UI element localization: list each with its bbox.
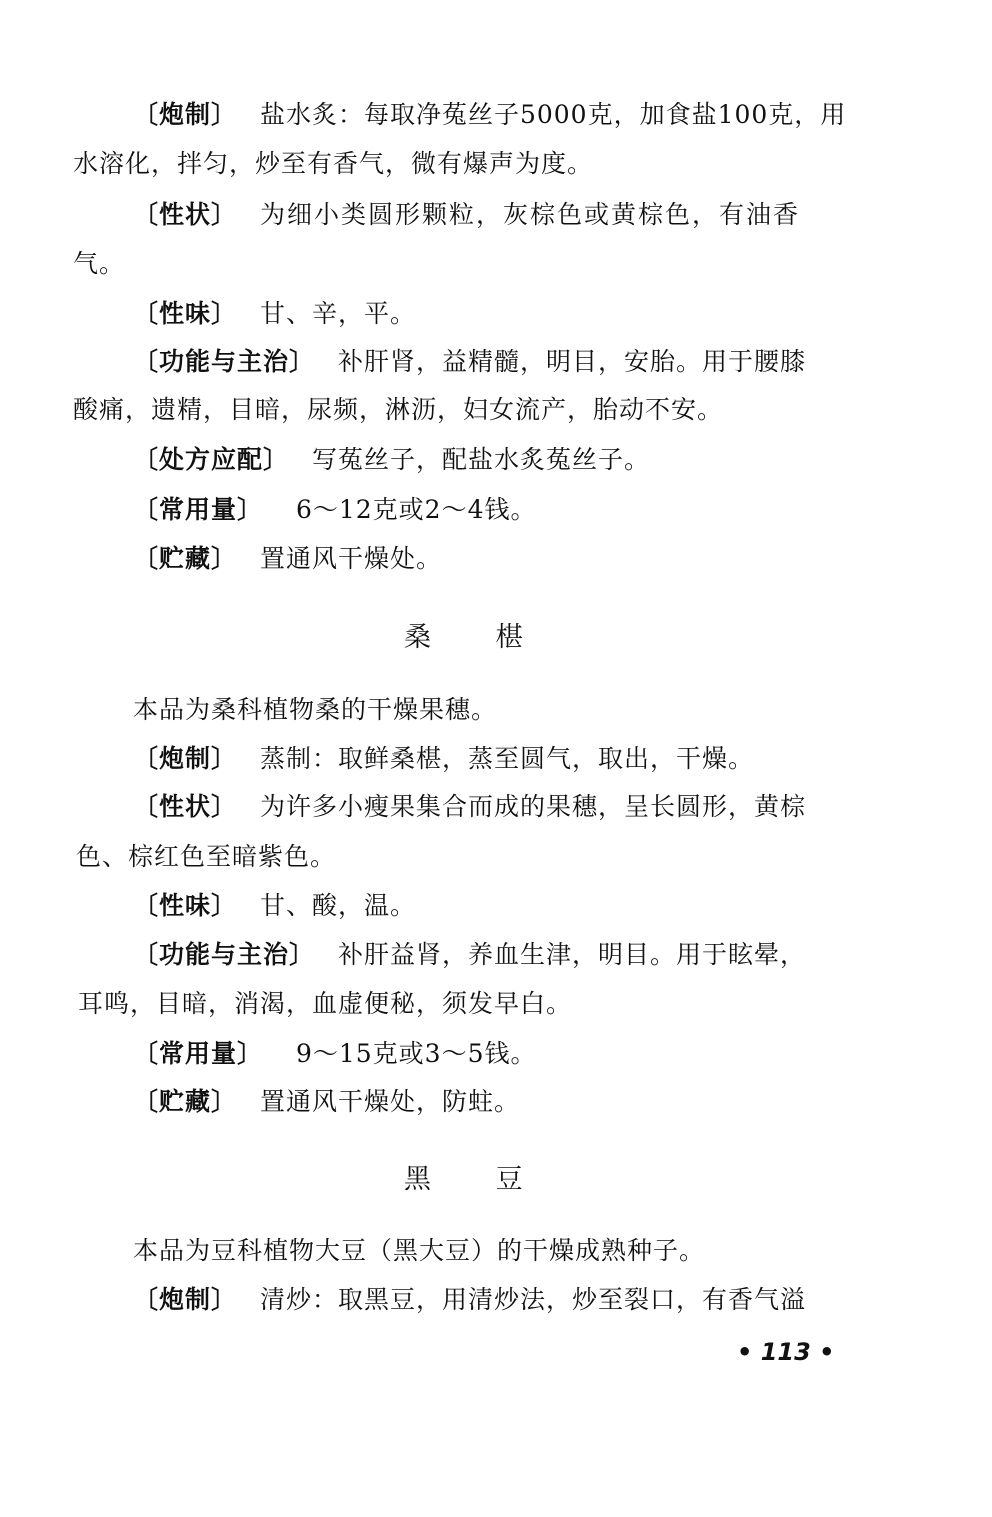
page-number: • 113 • <box>737 1338 835 1366</box>
entry-zhucang <box>133 542 442 576</box>
entry-tag: 〔炮制〕 <box>133 744 238 773</box>
entry-continuation: 色、棕红色至暗紫色。 <box>76 842 337 871</box>
entry-xingwei <box>133 297 416 331</box>
entry-paozhi <box>133 1283 806 1317</box>
entry-continuation: 水溶化，拌匀，炒至有香气，微有爆声为度。 <box>73 149 594 178</box>
title-char: 豆 <box>495 1164 523 1195</box>
entry-tag: 〔常用量〕 <box>133 1039 264 1068</box>
entry-xingzhuang <box>133 198 800 232</box>
entry-tag: 〔贮藏〕 <box>133 544 238 573</box>
entry-gongneng <box>133 345 806 379</box>
entry-chufang <box>133 443 650 477</box>
entry-text: 9～15克或3～5钱。 <box>295 1039 537 1068</box>
entry-text: 补肝肾，益精髓，明目，安胎。用于腰膝 <box>337 347 806 376</box>
section-intro: 本品为豆科植物大豆（黑大豆）的干燥成熟种子。 <box>133 1236 706 1265</box>
entry-text: 清炒：取黑豆，用清炒法，炒至裂口，有香气溢 <box>259 1285 806 1314</box>
entry-continuation: 气。 <box>73 249 126 278</box>
entry-tag: 〔常用量〕 <box>133 495 264 524</box>
entry-changyongliang <box>133 1037 537 1071</box>
entry-changyongliang <box>133 493 537 527</box>
entry-xingzhuang <box>133 790 806 824</box>
entry-tag: 〔处方应配〕 <box>133 445 290 474</box>
title-char: 椹 <box>495 622 523 653</box>
entry-tag: 〔炮制〕 <box>133 100 238 129</box>
entry-tag: 〔性味〕 <box>133 299 238 328</box>
entry-tag: 〔炮制〕 <box>133 1285 238 1314</box>
entry-text: 补肝益肾，养血生津，明目。用于眩晕， <box>337 940 806 969</box>
entry-text: 6～12克或2～4钱。 <box>295 495 537 524</box>
section-intro: 本品为桑科植物桑的干燥果穗。 <box>133 695 498 724</box>
entry-continuation: 耳鸣，目暗，消渴，血虚便秘，须发早白。 <box>78 989 573 1018</box>
entry-paozhi <box>133 98 846 132</box>
entry-tag: 〔贮藏〕 <box>133 1087 238 1116</box>
title-char: 黑 <box>404 1164 431 1195</box>
entry-text: 置通风干燥处，防蛀。 <box>259 1087 520 1116</box>
entry-paozhi <box>133 742 754 776</box>
section-title <box>404 1162 523 1198</box>
entry-text: 蒸制：取鲜桑椹，蒸至圆气，取出，干燥。 <box>259 744 754 773</box>
entry-tag: 〔功能与主治〕 <box>133 347 316 376</box>
entry-text: 甘、酸，温。 <box>259 891 416 920</box>
entry-text: 为细小类圆形颗粒，灰棕色或黄棕色，有油香 <box>259 200 800 229</box>
entry-text: 写菟丝子，配盐水炙菟丝子。 <box>311 445 650 474</box>
entry-gongneng <box>133 938 806 972</box>
entry-xingwei <box>133 889 416 923</box>
entry-text: 为许多小瘦果集合而成的果穗，呈长圆形，黄棕 <box>259 792 806 821</box>
entry-text: 置通风干燥处。 <box>259 544 442 573</box>
entry-tag: 〔性状〕 <box>133 792 238 821</box>
entry-continuation: 酸痛，遗精，目暗，尿频，淋沥，妇女流产，胎动不安。 <box>73 395 724 424</box>
entry-zhucang <box>133 1085 520 1119</box>
entry-tag: 〔性味〕 <box>133 891 238 920</box>
entry-text: 甘、辛，平。 <box>259 299 416 328</box>
title-char: 桑 <box>404 622 431 653</box>
entry-tag: 〔性状〕 <box>133 200 238 229</box>
entry-tag: 〔功能与主治〕 <box>133 940 316 969</box>
section-title <box>404 620 523 656</box>
entry-text: 盐水炙：每取净菟丝子5000克，加食盐100克，用 <box>259 100 847 129</box>
